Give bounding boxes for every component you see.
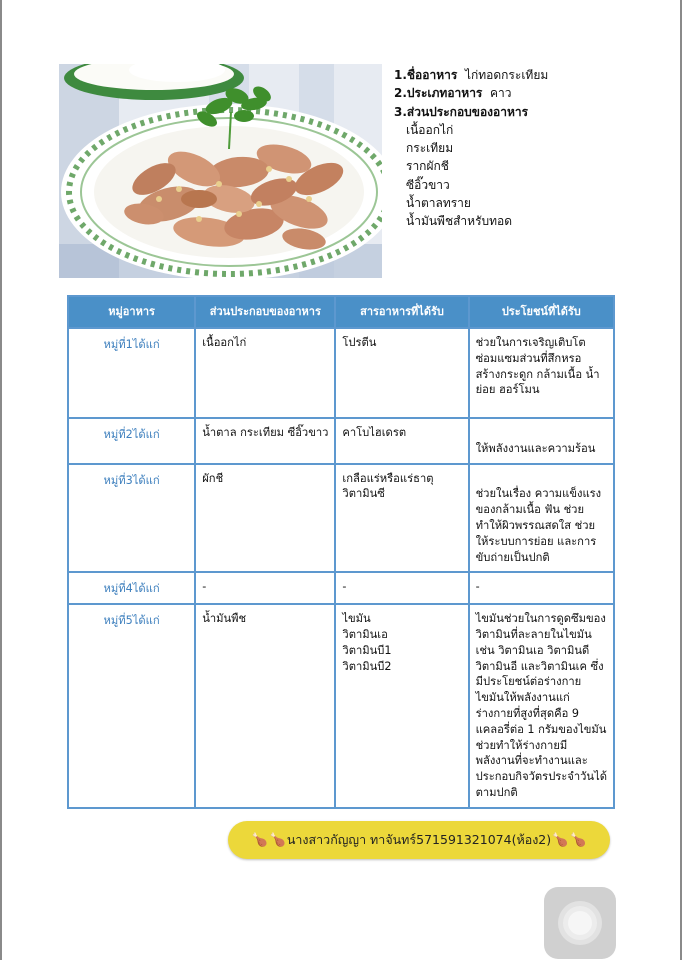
ingredients-cell — [195, 604, 335, 808]
cell-line: ร่างกายที่สูงที่สุดคือ 9 — [475, 706, 579, 720]
cell-line: มีประโยชน์ต่อร่างกาย — [475, 675, 582, 689]
food-group-cell — [68, 572, 195, 604]
cell-line: วิตามินอี และวิตามินเค ซึ่ง — [475, 659, 604, 673]
author-name: นางสาวกัญญา ทาจันทร์571591321074(ห้อง2) — [286, 832, 552, 847]
cell-line: ช่วยในเรื่อง ความแข็งแรง — [475, 487, 602, 501]
cell-line: ของกล้ามเนื้อ ฟัน ช่วย — [475, 503, 585, 517]
cell-line: ซ่อมแซมส่วนที่สึกหรอ — [475, 351, 582, 365]
ingredient-item: เนื้ออกไก่ — [406, 122, 454, 137]
ingredients-cell — [195, 418, 335, 464]
cell-line: โปรตีน — [342, 336, 377, 349]
cell-line: - — [202, 580, 207, 594]
dish-type-value: คาว — [490, 86, 512, 101]
assistive-touch-button[interactable] — [544, 887, 616, 959]
benefits-cell — [469, 418, 614, 464]
assistive-touch-ring-middle — [563, 906, 597, 940]
food-group-label: หมู่ที่4ได้แก่ — [103, 582, 160, 596]
drumstick-icon: 🍗 — [552, 832, 569, 848]
ingredient-item: ซีอิ๊วขาว — [406, 177, 450, 192]
cell-line: ให้พลังงานและความร้อน — [475, 441, 596, 455]
benefits-cell — [469, 464, 614, 573]
author-banner — [228, 821, 610, 859]
ingredient-item: น้ำมันพืชสำหรับทอด — [406, 214, 513, 229]
cell-line: น้ำตาล กระเทียม ซีอิ๊วขาว — [202, 426, 329, 439]
cell-line — [476, 471, 607, 487]
cell-line: ไขมันช่วยในการดูดซึมของ — [475, 612, 606, 626]
food-photo-illustration — [59, 64, 382, 278]
benefits-cell — [469, 572, 614, 604]
nutrients-cell — [335, 328, 468, 418]
cell-line — [476, 425, 607, 441]
cell-line: ตามปกติ — [475, 785, 518, 799]
cell-line: - — [475, 580, 480, 594]
cell-line: ช่วยทำให้ร่างกายมี — [475, 738, 568, 752]
table-row — [68, 572, 614, 604]
ingredients-cell — [195, 328, 335, 418]
cell-line: เกลือแร่หรือแร่ธาตุ — [342, 471, 434, 485]
cell-line: ย่อย ฮอร์โมน — [475, 383, 540, 397]
cell-line: น้ำมันพืช — [202, 612, 247, 626]
nutrients-cell — [335, 464, 468, 573]
food-group-cell — [68, 418, 195, 464]
food-group-label: หมู่ที่5ได้แก่ — [103, 614, 160, 628]
ingredients-cell — [195, 464, 335, 573]
drumstick-icon: 🍗 — [251, 832, 268, 848]
table-row — [68, 464, 614, 573]
cell-line: พลังงานที่จะทำงานและ — [475, 754, 588, 768]
header-ingredients: ส่วนประกอบของอาหาร — [195, 296, 335, 328]
cell-line: ไขมัน — [342, 612, 371, 626]
dish-name-row — [394, 66, 664, 84]
dish-name-label: 1.ชื่ออาหาร — [394, 68, 458, 82]
header-food-group: หมู่อาหาร — [68, 296, 195, 328]
cell-line: คาโบไฮเดรต — [342, 426, 407, 439]
nutrients-cell — [335, 572, 468, 604]
assistive-touch-ring-inner — [568, 911, 592, 935]
food-group-cell — [68, 604, 195, 808]
drumstick-icon: 🍗 — [269, 832, 286, 848]
cell-line: แคลอรี่ต่อ 1 กรัมของไขมัน — [475, 722, 607, 736]
ingredients-heading: 3.ส่วนประกอบของอาหาร — [394, 104, 529, 119]
food-group-label: หมู่ที่3ได้แก่ — [103, 473, 160, 487]
table-row — [68, 418, 614, 464]
assistive-touch-ring-outer — [558, 901, 602, 945]
ingredient-item: กระเทียม — [406, 141, 454, 156]
cell-line: ประกอบกิจวัตรประจำวันได้ — [475, 770, 607, 784]
cell-line: เช่น วิตามินเอ วิตามินดี — [475, 643, 590, 657]
food-photo — [59, 64, 382, 278]
cell-line: สร้างกระดูก กล้ามเนื้อ น้ำ — [475, 367, 600, 381]
cell-line: ช่วยในการเจริญเติบโต — [475, 336, 586, 349]
cell-line: ทำให้ผิวพรรณสดใส ช่วย — [475, 518, 596, 532]
nutrition-table — [67, 295, 615, 809]
table-row — [68, 328, 614, 418]
nutrients-cell — [335, 604, 468, 808]
nutrients-cell — [335, 418, 468, 464]
cell-line: วิตามินเอ — [342, 627, 388, 641]
page-border-left — [0, 0, 2, 960]
dish-type-label: 2.ประเภทอาหาร — [394, 86, 483, 101]
header-benefits: ประโยชน์ที่ได้รับ — [469, 296, 614, 328]
cell-line: ผักชี — [202, 471, 224, 485]
dish-type-row — [394, 84, 664, 102]
dish-info — [394, 66, 664, 231]
dish-name-value: ไก่ทอดกระเทียม — [464, 68, 549, 82]
header-nutrients: สารอาหารที่ได้รับ — [335, 296, 468, 328]
ingredients-heading-row — [394, 103, 664, 121]
cell-line: - — [342, 580, 347, 594]
cell-line: วิตามินบี1 — [342, 643, 392, 657]
ingredient-item: รากผักชี — [406, 159, 449, 174]
cell-line: วิตามินซี — [342, 487, 385, 501]
cell-line: ให้ระบบการย่อย และการ — [475, 534, 597, 548]
food-group-cell — [68, 464, 195, 573]
cell-line: วิตามินที่ละลายในไขมัน — [475, 627, 592, 641]
table-row — [68, 604, 614, 808]
benefits-cell — [469, 604, 614, 808]
food-group-label: หมู่ที่1ได้แก่ — [103, 338, 160, 351]
cell-line: วิตามินบี2 — [342, 659, 392, 673]
cell-line: ไขมันให้พลังงานแก่ — [475, 691, 570, 705]
food-group-cell — [68, 328, 195, 418]
ingredient-item: น้ำตาลทราย — [406, 196, 471, 211]
cell-line: ขับถ่ายเป็นปกติ — [475, 550, 550, 564]
ingredients-cell — [195, 572, 335, 604]
benefits-cell — [469, 328, 614, 418]
cell-line: เนื้ออกไก่ — [202, 336, 247, 349]
drumstick-icon: 🍗 — [570, 832, 587, 848]
food-group-label: หมู่ที่2ได้แก่ — [103, 428, 160, 441]
table-header-row — [68, 296, 614, 328]
